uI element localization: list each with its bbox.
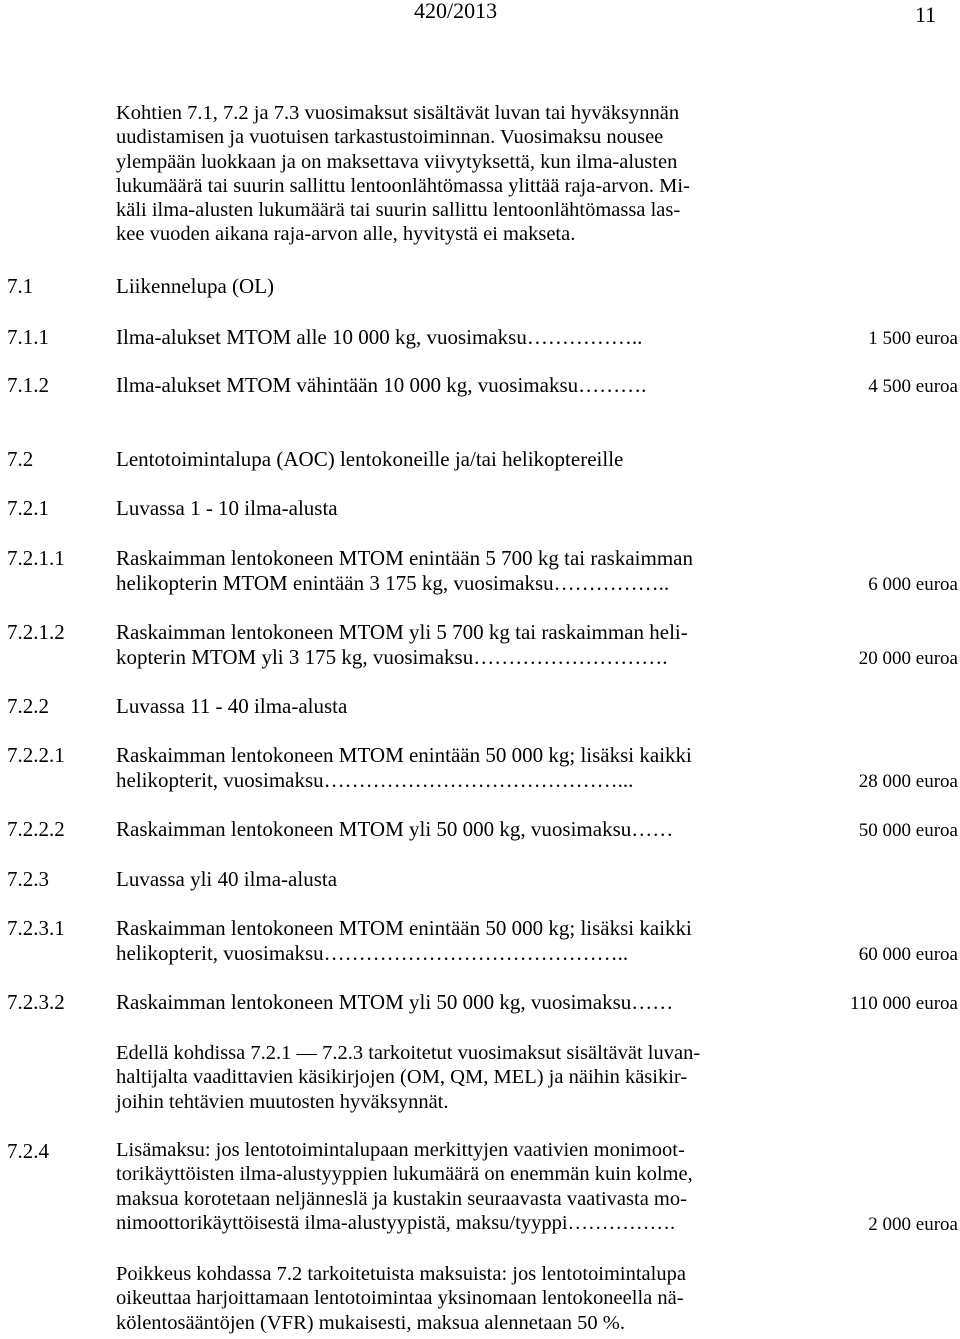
amount-7-1-2: 4 500 euroa <box>868 376 958 397</box>
item-text-7-2-3-2: Raskaimman lentokoneen MTOM yli 50 000 kg, vuosimaksu…… <box>116 990 674 1014</box>
section-number-7-2: 7.2 <box>7 447 34 471</box>
intro-line: ylempään luokkaan ja on maksettava viivytyksettä, kun ilma-alusten <box>116 150 678 173</box>
page-number: 11 <box>915 2 937 27</box>
item-number-7-2-2-1: 7.2.2.1 <box>7 743 65 767</box>
item-7-2-4-line: nimoottorikäyttöisestä ilma-alustyypistä, maksu/tyyppi……………. <box>116 1211 676 1234</box>
note-line: Edellä kohdissa 7.2.1 — 7.2.3 tarkoitetut vuosimaksut sisältävät luvan- <box>116 1042 701 1064</box>
section-title-7-2: Lentotoimintalupa (AOC) lentokoneille ja/tai helikoptereille <box>116 447 624 471</box>
item-7-2-4-line: Lisämaksu: jos lentotoimintalupaan merkittyjen vaativien monimoot- <box>116 1139 685 1161</box>
item-number-7-1-2: 7.1.2 <box>7 373 49 397</box>
intro-line: lukumäärä tai suurin sallittu lentoonlähtömassa ylittää raja-arvon. Mi- <box>116 174 690 197</box>
intro-paragraph <box>116 101 690 247</box>
item-text-7-2-2-1-line2: helikopterit, vuosimaksu……………………………………... <box>116 768 634 792</box>
intro-line: Kohtien 7.1, 7.2 ja 7.3 vuosimaksut sisältävät luvan tai hyväksynnän <box>116 102 680 124</box>
item-text-7-2-3-1-line2: helikopterit, vuosimaksu…………………………………….. <box>116 941 629 965</box>
intro-line: uudistamisen ja vuotuisen tarkastustoiminnan. Vuosimaksu nousee <box>116 126 664 149</box>
item-text-7-2-1-1-line1: Raskaimman lentokoneen MTOM enintään 5 700 kg tai raskaimman <box>116 546 693 570</box>
section-title-7-1: Liikennelupa (OL) <box>116 274 275 298</box>
item-7-2-4-line: torikäyttöisten ilma-alustyyppien lukumäärä on enemmän kuin kolme, <box>116 1163 693 1186</box>
exception-paragraph <box>116 1262 686 1335</box>
item-number-7-2-1-2: 7.2.1.2 <box>7 620 65 644</box>
intro-line: kee vuoden aikana raja-arvon alle, hyvitystä ei makseta. <box>116 223 576 246</box>
item-text-7-2-2-1-line1: Raskaimman lentokoneen MTOM enintään 50 000 kg; lisäksi kaikki <box>116 743 692 767</box>
item-number-7-2-3: 7.2.3 <box>7 867 49 891</box>
item-text-7-2-3-1-line1: Raskaimman lentokoneen MTOM enintään 50 000 kg; lisäksi kaikki <box>116 916 692 940</box>
item-text-7-2-4 <box>116 1138 693 1235</box>
item-text-7-2-3: Luvassa yli 40 ilma-alusta <box>116 867 338 891</box>
note-line: haltijalta vaadittavien käsikirjojen (OM, QM, MEL) ja näihin käsikir- <box>116 1066 688 1089</box>
item-text-7-2-1-2-line1: Raskaimman lentokoneen MTOM yli 5 700 kg tai raskaimman heli- <box>116 620 688 644</box>
exception-line: Poikkeus kohdassa 7.2 tarkoitetuista maksuista: jos lentotoimintalupa <box>116 1263 686 1285</box>
item-text-7-2-1-2-line2: kopterin MTOM yli 3 175 kg, vuosimaksu………………………. <box>116 645 668 669</box>
item-number-7-2-3-1: 7.2.3.1 <box>7 916 65 940</box>
amount-7-2-1-2: 20 000 euroa <box>858 648 958 669</box>
item-number-7-2-1-1: 7.2.1.1 <box>7 546 65 570</box>
amount-7-2-1-1: 6 000 euroa <box>868 574 958 595</box>
amount-7-2-2-2: 50 000 euroa <box>858 820 958 841</box>
item-text-7-1-1: Ilma-alukset MTOM alle 10 000 kg, vuosimaksu…………….. <box>116 325 643 349</box>
item-number-7-2-2-2: 7.2.2.2 <box>7 817 65 841</box>
exception-line: oikeuttaa harjoittamaan lentotoimintaa yksinomaan lentokoneella nä- <box>116 1287 684 1310</box>
document-number: 420/2013 <box>414 0 498 23</box>
item-text-7-1-2: Ilma-alukset MTOM vähintään 10 000 kg, vuosimaksu………. <box>116 373 647 397</box>
item-text-7-2-2: Luvassa 11 - 40 ilma-alusta <box>116 694 348 718</box>
item-number-7-1-1: 7.1.1 <box>7 325 49 349</box>
item-number-7-2-2: 7.2.2 <box>7 694 49 718</box>
item-text-7-2-1-1-line2: helikopterin MTOM enintään 3 175 kg, vuosimaksu…………….. <box>116 571 670 595</box>
note-line: joihin tehtävien muutosten hyväksynnät. <box>116 1090 449 1113</box>
amount-7-2-2-1: 28 000 euroa <box>858 771 958 792</box>
amount-7-2-4: 2 000 euroa <box>868 1214 958 1235</box>
note-paragraph <box>116 1041 700 1114</box>
intro-line: käli ilma-alusten lukumäärä tai suurin sallittu lentoonlähtömassa las- <box>116 199 681 222</box>
section-number-7-1: 7.1 <box>7 274 34 298</box>
item-text-7-2-1: Luvassa 1 - 10 ilma-alusta <box>116 496 338 520</box>
item-number-7-2-1: 7.2.1 <box>7 496 49 520</box>
item-number-7-2-3-2: 7.2.3.2 <box>7 990 65 1014</box>
item-7-2-4-line: maksua korotetaan neljänneslä ja kustakin seuraavasta vaativasta mo- <box>116 1187 687 1210</box>
exception-line: kölentosääntöjen (VFR) mukaisesti, maksua alennetaan 50 %. <box>116 1311 625 1334</box>
amount-7-2-3-1: 60 000 euroa <box>858 944 958 965</box>
amount-7-2-3-2: 110 000 euroa <box>850 993 958 1014</box>
amount-7-1-1: 1 500 euroa <box>868 328 958 349</box>
item-number-7-2-4: 7.2.4 <box>7 1139 49 1163</box>
item-text-7-2-2-2: Raskaimman lentokoneen MTOM yli 50 000 kg, vuosimaksu…… <box>116 817 674 841</box>
